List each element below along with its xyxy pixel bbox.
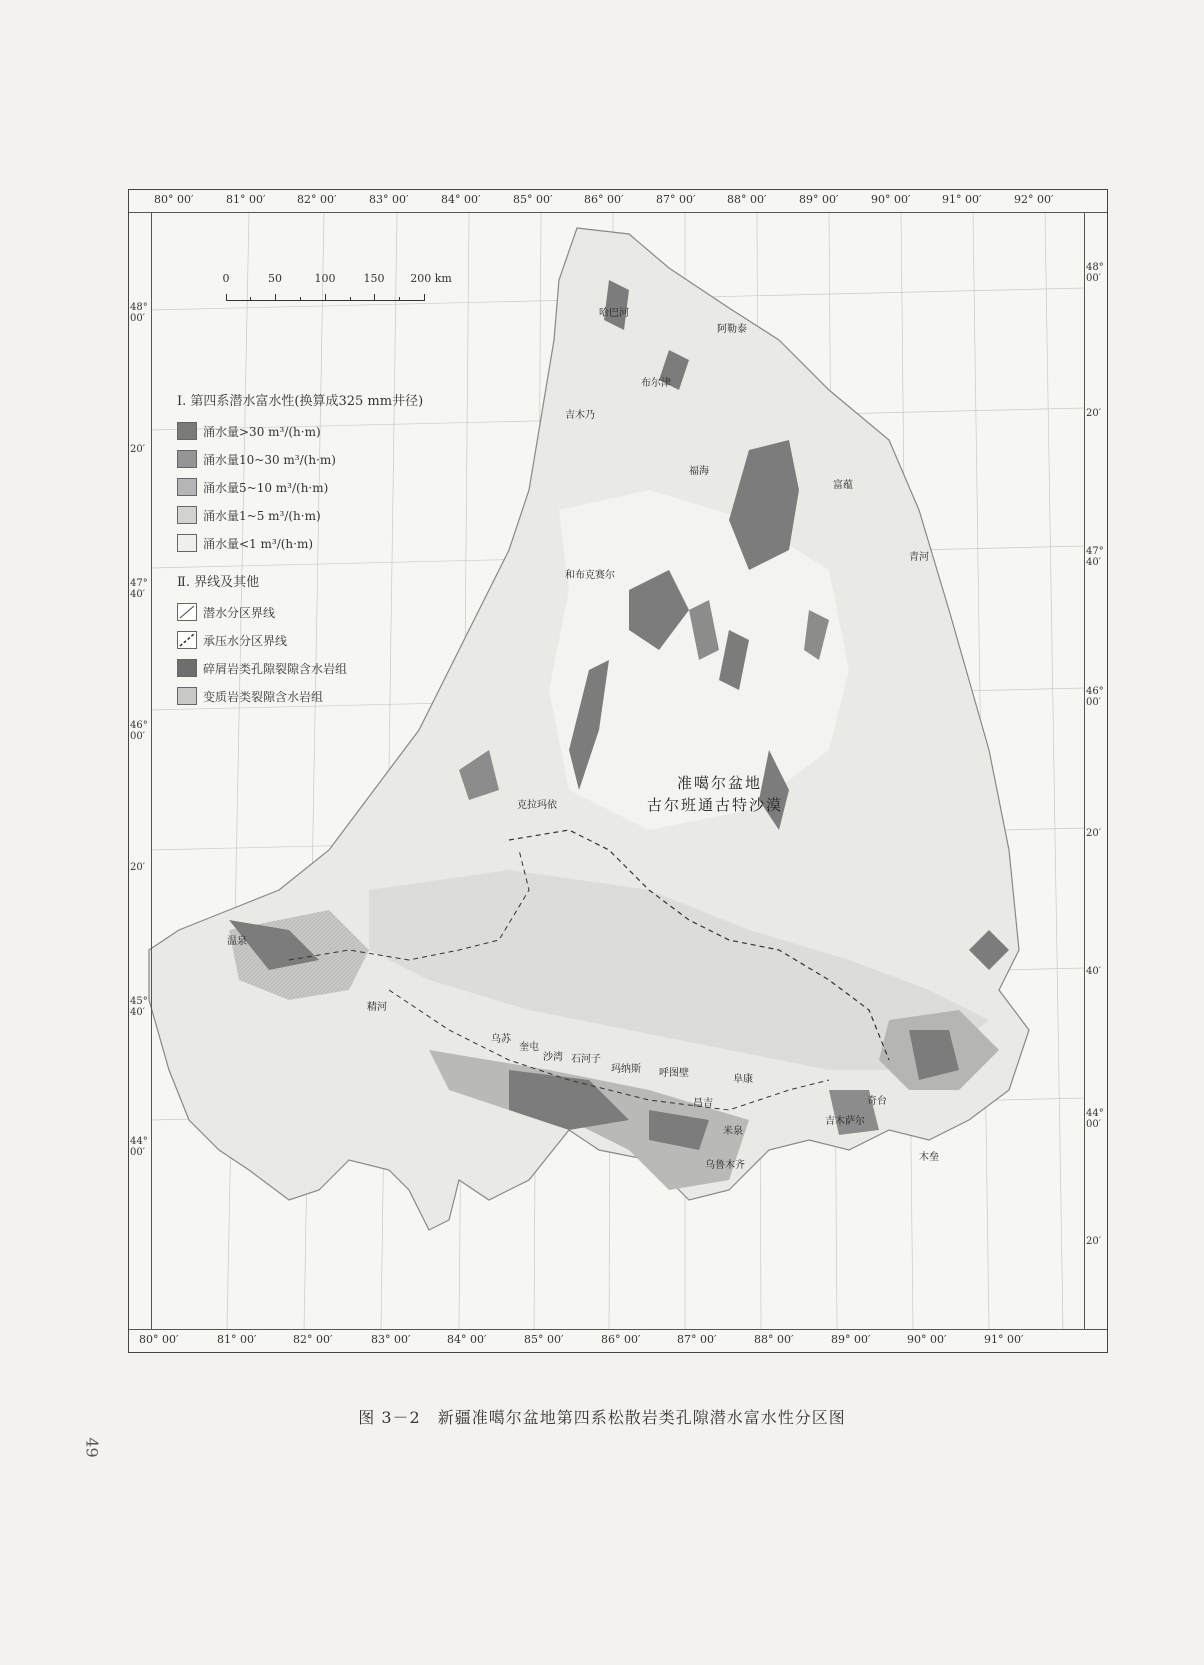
- legend-label: 碎屑岩类孔隙裂隙含水岩组: [203, 661, 348, 676]
- top-longitude-ticks: [129, 190, 1107, 213]
- scale-label: 0: [222, 272, 230, 285]
- place-label: 木垒: [919, 1152, 939, 1163]
- tick-right: 40′: [1086, 966, 1101, 977]
- legend-item: [177, 417, 437, 445]
- right-latitude-ticks: [1084, 212, 1107, 1330]
- place-label: 温泉: [227, 936, 247, 947]
- legend-swatch: [177, 534, 197, 552]
- tick-top: 90° 00′: [871, 193, 911, 206]
- tick-bottom: 81° 00′: [217, 1333, 257, 1346]
- legend-item: [177, 682, 437, 710]
- place-label: 克拉玛依: [517, 800, 557, 811]
- scale-bar: [222, 272, 452, 312]
- bottom-longitude-ticks: [129, 1329, 1107, 1352]
- legend-item: [177, 501, 437, 529]
- place-label: 吉木乃: [565, 410, 595, 421]
- legend-label: 涌水量<1 m³/(h·m): [203, 536, 314, 551]
- basin-label: 准噶尔盆地: [677, 774, 763, 792]
- legend-item: [177, 598, 437, 626]
- place-label: 青河: [909, 552, 929, 563]
- tick-right: 20′: [1086, 828, 1101, 839]
- place-label: 阜康: [733, 1074, 753, 1085]
- legend-item: [177, 529, 437, 557]
- tick-right: 48° 00′: [1086, 262, 1104, 284]
- tick-right: 46° 00′: [1086, 686, 1104, 708]
- place-label: 米泉: [723, 1126, 743, 1137]
- place-label: 乌苏: [491, 1034, 511, 1045]
- legend-label: 涌水量10~30 m³/(h·m): [203, 452, 336, 467]
- scale-label: 200 km: [410, 272, 452, 285]
- place-label: 石河子: [571, 1054, 601, 1065]
- legend-swatch: [177, 687, 197, 705]
- tick-right: 44° 00′: [1086, 1108, 1104, 1130]
- legend-section-title: Ⅰ. 第四系潜水富水性(换算成325 mm井径): [177, 394, 424, 409]
- tick-left: 47° 40′: [130, 578, 148, 600]
- scale-label: 50: [268, 272, 282, 285]
- place-label: 精河: [367, 1002, 387, 1013]
- place-label: 布尔津: [641, 378, 671, 389]
- tick-left: 20′: [130, 444, 145, 455]
- place-label: 沙湾: [543, 1052, 563, 1063]
- tick-left: 45° 40′: [130, 996, 148, 1018]
- tick-bottom: 87° 00′: [677, 1333, 717, 1346]
- tick-bottom: 80° 00′: [139, 1333, 179, 1346]
- tick-left: 20′: [130, 862, 145, 873]
- place-label: 哈巴河: [599, 308, 629, 319]
- place-label: 玛纳斯: [611, 1064, 641, 1075]
- scale-label: 150: [363, 272, 385, 285]
- legend-item: [177, 654, 437, 682]
- tick-bottom: 85° 00′: [524, 1333, 564, 1346]
- map-drawing: [129, 190, 1107, 1352]
- tick-bottom: 82° 00′: [293, 1333, 333, 1346]
- tick-top: 81° 00′: [226, 193, 266, 206]
- legend-section-title: Ⅱ. 界线及其他: [177, 575, 260, 590]
- legend-item: [177, 473, 437, 501]
- legend-label: 涌水量>30 m³/(h·m): [203, 424, 321, 439]
- tick-bottom: 89° 00′: [831, 1333, 871, 1346]
- tick-left: 44° 00′: [130, 1136, 148, 1158]
- legend-swatch: [177, 506, 197, 524]
- place-label: 吉木萨尔: [825, 1116, 865, 1127]
- tick-right: 20′: [1086, 408, 1101, 419]
- legend-label: 承压水分区界线: [203, 633, 288, 648]
- tick-top: 83° 00′: [369, 193, 409, 206]
- place-label: 福海: [689, 466, 709, 477]
- map-frame: [128, 189, 1108, 1353]
- tick-top: 84° 00′: [441, 193, 481, 206]
- place-label: 奎屯: [519, 1042, 539, 1053]
- tick-top: 87° 00′: [656, 193, 696, 206]
- tick-top: 80° 00′: [154, 193, 194, 206]
- place-label: 乌鲁木齐: [705, 1160, 745, 1171]
- legend-label: 涌水量1~5 m³/(h·m): [203, 508, 321, 523]
- place-label: 奇台: [867, 1096, 887, 1107]
- legend-swatch: [177, 422, 197, 440]
- tick-right: 20′: [1086, 1236, 1101, 1247]
- left-latitude-ticks: [129, 212, 152, 1330]
- legend-swatch: [177, 450, 197, 468]
- tick-bottom: 83° 00′: [371, 1333, 411, 1346]
- tick-bottom: 84° 00′: [447, 1333, 487, 1346]
- tick-left: 46° 00′: [130, 720, 148, 742]
- page-number: 49: [82, 1437, 102, 1458]
- tick-right: 47° 40′: [1086, 546, 1104, 568]
- legend-item: [177, 445, 437, 473]
- place-label: 阿勒泰: [717, 324, 747, 335]
- tick-bottom: 86° 00′: [601, 1333, 641, 1346]
- place-label: 昌吉: [693, 1098, 713, 1109]
- tick-top: 89° 00′: [799, 193, 839, 206]
- tick-top: 86° 00′: [584, 193, 624, 206]
- tick-top: 91° 00′: [942, 193, 982, 206]
- legend-label: 涌水量5~10 m³/(h·m): [203, 480, 329, 495]
- line-symbol-icon: [177, 603, 197, 621]
- legend: [177, 384, 437, 710]
- tick-bottom: 91° 00′: [984, 1333, 1024, 1346]
- place-label: 富蕴: [833, 480, 853, 491]
- tick-top: 85° 00′: [513, 193, 553, 206]
- legend-swatch: [177, 478, 197, 496]
- place-label: 和布克赛尔: [565, 570, 615, 581]
- legend-swatch: [177, 659, 197, 677]
- place-label: 呼图壁: [659, 1068, 689, 1079]
- legend-item: [177, 626, 437, 654]
- tick-top: 88° 00′: [727, 193, 767, 206]
- desert-label: 古尔班通古特沙漠: [647, 796, 784, 814]
- tick-top: 82° 00′: [297, 193, 337, 206]
- legend-label: 变质岩类裂隙含水岩组: [203, 689, 324, 704]
- legend-label: 潜水分区界线: [203, 605, 276, 620]
- figure-caption: 图 3－2 新疆准噶尔盆地第四系松散岩类孔隙潜水富水性分区图: [358, 1408, 846, 1427]
- tick-bottom: 88° 00′: [754, 1333, 794, 1346]
- tick-top: 92° 00′: [1014, 193, 1054, 206]
- tick-left: 48° 00′: [130, 302, 148, 324]
- dashed-line-symbol-icon: [177, 631, 197, 649]
- scale-label: 100: [314, 272, 336, 285]
- tick-bottom: 90° 00′: [907, 1333, 947, 1346]
